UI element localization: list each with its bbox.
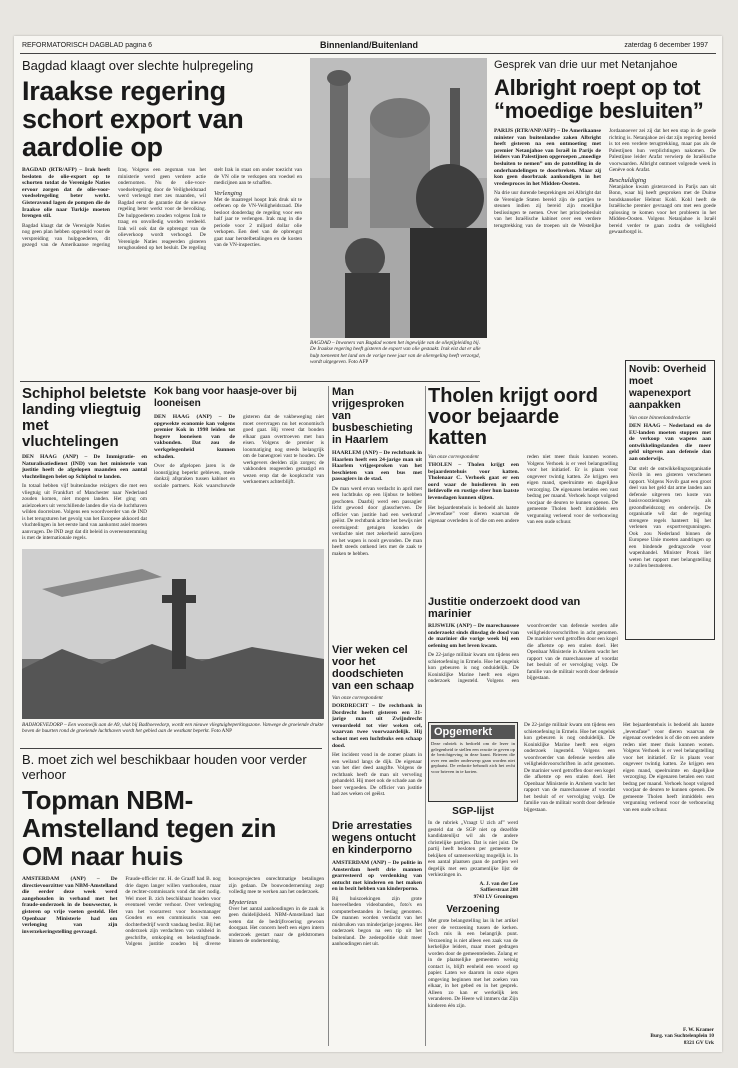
baghdad-photo-image (310, 58, 487, 338)
photo-badhoevedorp-caption-text: BADHOEVEDORP – Een woonwijk aan de A9, vlak bij Badhoevedorp, wordt een nieuwe vliegtuigbeperkingszone. Vanwege de groeiende drukte boven de buurten rond de groeiende luchthaven wordt het gebied aan de westkant beperkt. (22, 722, 324, 735)
nbm-lead: AMSTERDAM (ANP) – De directievoorzitter van NBM-Amstelland die eerder deze week werd aangehouden in verband met het fraude-onderzoek in de bouwsector, is gisteren op vrije voeten gesteld. Het Openbaar Ministerie had om verlenging van zijn inverzekeringstelling gevraagd. (22, 876, 118, 935)
marinier-lead: RIJSWIJK (ANP) – De marechaussee onderzoekt sinds dinsdag de dood van de marinier die vorige week bij een oefening om het leven kwam. (428, 623, 519, 649)
marinier-headline: Justitie onderzoekt dood van marinier (428, 596, 581, 620)
rule-mid-left (20, 381, 480, 382)
letter-sgp-body: In de rubriek „Vraagt U zich af” werd gesteld dat de SGP niet op dezelfde kandidatenlijst wil als de andere christelijke partijen. Dat is niet juist. De partij heeft besloten per gemeente te bekijken of samenwerking mogelijk is. In een aantal plaatsen gaan de partijen wel degelijk met een gezamenlijke lijst de verkiezingen in. (428, 820, 518, 878)
photo-baghdad-caption (310, 340, 487, 380)
article-iraq (22, 58, 302, 378)
netanyahu-headline: Albright roept op tot “moedige besluiten” (494, 75, 704, 123)
schiphol-headline: Schiphol beletste landing vliegtuig met vluchtelingen (22, 386, 147, 450)
netanyahu-subhead: Beschuldiging (609, 176, 647, 184)
novib-byline: Van onze binnenlandredactie (629, 415, 691, 421)
photo-badhoevedorp (22, 549, 324, 719)
letter-sgp-title: SGP-lijst (452, 806, 494, 817)
photo-baghdad (310, 58, 487, 338)
nbm-body2: Over het aantal aanhoudingen in de zaak is geen duidelijkheid. NBM-Amstelland laat weten dat de bedrijfsvoering gewoon doorgaat. Het concern heeft een eigen intern onderzoek gestart naar de geldstromen binnen de onderneming. (228, 905, 324, 944)
letters-right-columns (524, 722, 714, 1046)
katten-headline: Tholen krijgt oord voor bejaarde katten (428, 386, 598, 449)
opgemerkt-title: Opgemerkt (431, 725, 515, 739)
article-katten (428, 386, 618, 591)
iraq-subhead: Verlenging (214, 189, 243, 197)
haasje-headline: Kok bang voor haasje-over bij looneisen (154, 386, 297, 409)
vier-weken-byline: Van onze correspondent (332, 695, 383, 701)
iraq-headline: Iraakse regering schort export van aardolie op (22, 76, 244, 162)
vier-weken-headline: Vier weken cel voor het doodschieten van een schaap (332, 644, 414, 692)
novib-lead: DEN HAAG – Nederland en de EU-landen moeten stoppen met de verkoop van wapens aan ontwikkelingslanden die meer geld uitgeven aan defensie dan aan onderwijs. (629, 423, 711, 462)
header-rule (20, 53, 716, 54)
column-rule-1 (328, 386, 329, 1046)
letter-verzoening-title: Verzoening (446, 904, 500, 915)
vier-weken-lead: DORDRECHT – De rechtbank in Dordrecht heeft gisteren een 31-jarige man uit Zwijndrecht veroordeeld tot vier weken cel, waarvan twee voorwaardelijk. Hij schoot met een luchtbuks een schaap dood. (332, 703, 422, 749)
iraq-body: Bagdad klaagt dat de Verenigde Naties nog geen plan hebben opgesteld voor de verspreiding van hulpgoederen, dit gezegd van de Amerikaanse regering Iraq. Volgens een zegsman van het ministerie werd geen verdere actie ondernomen. Nu de olie-voor-voedselregeling door de Veiligheidsraad werd verlengd met zes maanden, wil Bagdad eerst de garantie dat de nieuwe regeling beter werkt voor de bevolking. De hulpgoederen zouden volgens Irak te traag en onvolledig worden verdeeld. Irak wil ook dat de opbrengst van de olieverkoop wordt verhoogd. De Verenigde Naties reageerden gisteren terughoudend op het besluit. De regeling stelt Irak in staat om onder toezicht van de VN olie te verkopen om voedsel en medicijnen aan te schaffen. (22, 167, 302, 251)
katten-body: Het bejaardentehuis is bedoeld als laatste „levensfase” voor dieren waarvan de eigenaar overleden is of die om een andere reden niet meer thuis kunnen wonen. Volgens Verhoek is er veel belangstelling voor het initiatief. Er is plaats voor ongeveer twintig katten. Ze krijgen een eigen mand, speelruimte en dagelijkse verzorging. De eigenaren betalen een vast bedrag per maand. Verhoek hoopt volgend voorjaar de deuren te kunnen openen. De gemeente Tholen heeft inmiddels een vergunning verleend voor de verbouwing van een oude schuur. (428, 454, 618, 525)
haasje-body: Over de afgelopen jaren is de loonstijging beperkt gebleven, mede dankzij afspraken tussen kabinet en sociale partners. Kok waarschuwde gisteren dat de vakbeweging niet moet overvragen nu het economisch goed gaat. Hij vreest dat bonden elkaar gaan overtroeven met hun eisen. Volgens de premier is loonmatiging nog steeds belangrijk om de banengroei vast te houden. De werkgevers deelden zijn zorgen; de vakbonden reageerden gematigd en wezen erop dat de koopkracht van werknemers achterblijft. (154, 414, 324, 489)
marinier-body: De 22-jarige militair kwam om tijdens een schietoefening in Ermelo. Hoe het ongeluk kon gebeuren is nog onduidelijk. De Koninklijke Marine heeft een eigen onderzoek ingesteld. Volgens een woordvoerder van defensie werden alle veiligheidsvoorschriften in acht genomen. De marinier werd getroffen door een kogel die afketste op een stalen doel. Het Openbaar Ministerie in Arnhem wacht het rapport van de marechaussee af voordat het besluit of er vervolging volgt. De familie van de militair wordt door defensie bijgestaan. (428, 623, 618, 685)
nbm-body: Fraude-officier mr. H. de Graaff had B. nog drie dagen langer willen vasthouden, maar de rechter-commissaris vond dat niet nodig. Wel moet B. zich beschikbaar houden voor eventueel verder verhoor. Over verlenging van het voorarrest voor bouwmanager Gouden en een commissaris van een dochterbedrijf wordt vandaag beslist. Bij het onderzoek zijn verdachten van valsheid in geschrifte, omkoping en belastingfraude. Volgens justitie zouden bij diverse bouwprojecten onrechtmatige betalingen zijn gedaan. De bouwonderneming zegt volledig mee te werken aan het onderzoek. (125, 876, 324, 947)
iraq-body2: Met de maatregel hoopt Irak druk uit te oefenen op de VN-Veiligheidsraad. Die besloot donderdag de regeling voor een half jaar te verlengen. Irak mag in die periode voor 2 miljard dollar olie verkopen. Een deel van de opbrengst gaat naar herstelbetalingen en de kosten van de VN-inspecties. (214, 196, 302, 248)
photo-badhoevedorp-credit: Foto ANP (211, 728, 233, 735)
novib-headline: Novib: Overheid moet wapenexport aanpakken (629, 364, 707, 411)
article-vrijgesproken (332, 386, 422, 641)
vier-weken-body: Het incident vond in de zomer plaats in een weiland langs de dijk. De eigenaar van het dier deed aangifte. Volgens de rechtbank heeft de man uit verveling gehandeld. Hij moet ook de schade aan de boer vergoeden. De officier van justitie had zes weken cel geëist. (332, 752, 422, 798)
letters-left-column (428, 806, 518, 1046)
schiphol-body: In totaal hebben vijf buitenlandse reizigers die met een vliegtuig uit Frankfurt of Manchester naar Nederland zouden komen, niet mogen landen. Het ging om asielzoekers uit verschillende landen die via de luchthaven wilden doorreizen. Volgens een woordvoerder van de IND is het terugsturen het gevolg van het Europese akkoord dat vluchtelingen in het eerste land van aankomst asiel moeten aanvragen. De IND zegt dat dit beleid in overeenstemming is met de internationale regels. (22, 483, 147, 542)
vrijgesproken-body: De man werd ervan verdacht in april met een luchtbuks op een lijnbus te hebben geschoten. Daarbij werd een passagier licht gewond door glasscherven. De officier van justitie had een werkstraf geëist. De rechtbank achtte het bewijs niet overtuigend: getuigen konden de verdachte niet met zekerheid aanwijzen en het wapen is nooit gevonden. De man heeft steeds ontkend iets met de zaak te maken te hebben. (332, 485, 422, 557)
letters-continued: De 22-jarige militair kwam om tijdens een schietoefening in Ermelo. Hoe het ongeluk kon gebeuren is nog onduidelijk. De Koninklijke Marine heeft een eigen onderzoek ingesteld. Volgens een woordvoerder van defensie werden alle veiligheidsvoorschriften in acht genomen. De marinier werd getroffen door een kogel die afketste op een stalen doel. Het Openbaar Ministerie in Arnhem wacht het rapport van de marechaussee af voordat het besluit of er vervolging volgt. De familie van de militair wordt door defensie bijgestaan. (524, 722, 615, 813)
photo-badhoevedorp-caption (22, 722, 324, 742)
letter-verzoening-sign: F. W. Kramer Burg. van Suchtelenplein 10 8321 GV Urk (650, 1026, 714, 1046)
article-schiphol (22, 386, 147, 546)
article-marinier (428, 596, 618, 718)
page-date: zaterdag 6 december 1997 (624, 42, 708, 49)
drie-body: Bij huiszoekingen zijn grote hoeveelheden videobanden, foto's en computerbestanden in beslag genomen. De mannen worden verdacht van het misbruiken van minderjarige jongens. Het onderzoek begon na een tip uit het buitenland. De zedenpolitie sluit meer aanhoudingen niet uit. (332, 895, 422, 948)
katten-byline: Van onze correspondent (428, 454, 479, 460)
novib-body: Dat stelt de ontwikkelingsorganisatie Novib in een gisteren verschenen rapport. Volgens Novib gaat een groot deel van het geld dat arme landen aan defensie uitgeven ten koste van basisvoorzieningen als gezondheidszorg en onderwijs. De organisatie wil dat de regering strengere regels hanteert bij het verlenen van exportvergunningen. Ook zou Nederland binnen de Europese Unie moeten aandringen op een bindende gedragscode voor wapenhandel. Minister Pronk liet weten het rapport met belangstelling te zullen bestuderen. (629, 465, 711, 570)
photo-baghdad-credit: Foto AFP (348, 358, 369, 365)
page-header-left: REFORMATORISCH DAGBLAD pagina 6 (22, 42, 153, 49)
netanyahu-lead: PARIJS (RTR/ANP/AFP) – De Amerikaanse minister van buitenlandse zaken Albright heeft gisteren na een ontmoeting met premier Netanjahoe van Israël in Parijs de leiders van Palestijnen opgeroepen „moedige besluiten te nemen” om de patstelling in de onderhandelingen te doorbreken. Maar zij kon geen doorbraak aankondigen in het vredesproces in het Midden-Oosten. (494, 128, 601, 187)
photo-baghdad-caption-text: BAGDAD – Inwoners van Bagdad wonen het ingewijde van de oliepijpleiding bij. De Iraakse regering heeft gisteren de export van olie gestaakt. Irak eist dat er alle hulp toeneemt het land om de vorige twee jaar van de olieregeling heeft verzorgd, wordt uitgegeven. (310, 340, 481, 365)
article-vier-weken (332, 644, 422, 814)
article-haasje (154, 386, 324, 546)
iraq-kicker: Bagdad klaagt over slechte hulpregeling (22, 58, 254, 73)
katten-lead: THOLEN – Tholen krijgt een bejaardentehuis voor katten. Tholenaar C. Verhoek gaat er een oord waar de huisdieren in een liefdevolle en rustige sfeer hun laatste levensdagen kunnen slijten. (428, 462, 519, 501)
section-title: Binnenland/Buitenland (320, 40, 418, 50)
article-nbm (22, 752, 324, 1046)
drie-headline: Drie arrestaties wegens ontucht en kinderporno (332, 820, 416, 856)
haasje-lead: DEN HAAG (ANP) – De opgewekte economie kan volgens premier Kok in 1998 leiden tot hogere looneisen van de vakbonden. Dat zou de werkgelegenheid kunnen schaden. (154, 414, 235, 460)
netanyahu-body: Na drie uur durende besprekingen zei Albright dat de Verenigde Staten bereid zijn de partijen te steunen indien zij bereid zijn moeilijke beslissingen te nemen. Over het principebesluit van het Israëlische kabinet over een verdere terugtrekking van de troepen uit de Westelijke Jordaanoever zei zij dat het een stap in de goede richting is. Netanjahoe zei dat zijn regering bereid is tot een verdere terugtrekking, maar pas als de Palestijnen hun verplichtingen nakomen. De Palestijnse leider Arafat verwierp de Israëlische voorwaarden. Albright ontmoet volgende week in Genève ook Arafat. (494, 128, 716, 229)
nbm-headline: Topman NBM-Amstelland tegen zin OM naar huis (22, 785, 277, 871)
column-rule-2 (425, 386, 426, 1046)
letter-sgp-sign: A. J. van der Lee Saffierstraat 208 9743 LV Groningen (473, 880, 518, 900)
vrijgesproken-lead: HAARLEM (ANP) – De rechtbank in Haarlem heeft een 24-jarige man uit Haarlem vrijgesproken van het beschieten van een bus met passagiers in de stad. (332, 450, 422, 483)
letter-verzoening-body: Met grote belangstelling las ik het artikel over de verzoening tussen de kerken. Toch mis ik een belangrijk punt. Verzoening is niet alleen een zaak van de kerkelijke leiders, maar moet gedragen worden door de gemeenteleden. Zolang er in de plaatselijke gemeenten weinig contact is, blijft eenheid een woord op papier. Laten we daarom in onze eigen omgeving beginnen met het zoeken van elkaar, in het gebed en in het gesprek. Alleen zo kan er werkelijk iets veranderen. De Heere wil immers dat Zijn kinderen één zijn. (428, 918, 518, 1009)
article-novib (625, 360, 715, 640)
nbm-subhead: Mysterieus (228, 898, 258, 906)
badhoevedorp-photo-image (22, 549, 324, 719)
drie-lead: AMSTERDAM (ANP) – De politie in Amsterdam heeft drie mannen gearresteerd op verdenking van ontucht met kinderen en het maken en in bezit hebben van kinderporno. (332, 860, 422, 893)
rule-nbm (20, 748, 322, 749)
article-drie-arrestaties (332, 820, 422, 1046)
netanyahu-body2: Netanjahoe kwam gisteravond in Parijs aan uit Bonn, waar hij heeft gesproken met de Duitse bondskanselier Helmut Kohl. Kohl heeft de Israëlische premier gevraagd om met een goede oplossing te komen voor het probleem in het Midden-Oosten. Volgens Netanjahoe is Israël bereid verder te gaan zodra de veiligheid gewaarborgd is. (609, 183, 716, 235)
iraq-lead: BAGDAD (RTR/AFP) – Irak heeft besloten de olie-export op te schorten totdat de Verenigde Naties ervoor zorgen dat de olie-voor-voedselregeling beter werkt. Gisteravond lagen de pompen die de Iraakse olie naar Turkije moeten brengen stil. (22, 167, 110, 220)
schiphol-lead: DEN HAAG (ANP) – De Immigratie- en Naturalisatiedienst (IND) van het ministerie van justitie heeft de afgelopen maanden een aantal vluchtelingen belet op Schiphol te landen. (22, 454, 147, 480)
newspaper-page (14, 36, 722, 1052)
opgemerkt-box (428, 722, 518, 802)
vrijgesproken-headline: Man vrijgesproken van busbeschieting in Haarlem (332, 386, 413, 446)
netanyahu-kicker: Gesprek van drie uur met Netanjahoe (494, 59, 678, 71)
opgemerkt-intro: Deze rubriek is bedoeld om de lezer in gelegenheid te stellen een reactie te geven op de berichtgeving in deze krant. Brieven die over een ander onderwerp gaan worden niet geplaatst. De redactie behoudt zich het recht voor brieven in te korten. (431, 741, 515, 774)
nbm-kicker: B. moet zich wel beschikbaar houden voor verder verhoor (22, 752, 307, 782)
letters-continued-2: Het bejaardentehuis is bedoeld als laatste „levensfase” voor dieren waarvan de eigenaar overleden is of die om een andere reden niet meer thuis kunnen wonen. Volgens Verhoek is er veel belangstelling voor het initiatief. Er is plaats voor ongeveer twintig katten. Ze krijgen een eigen mand, speelruimte en dagelijkse verzorging. De eigenaren betalen een vast bedrag per maand. Verhoek hoopt volgend voorjaar de deuren te kunnen openen. De gemeente Tholen heeft inmiddels een vergunning verleend voor de verbouwing van een oude schuur. (623, 722, 714, 813)
